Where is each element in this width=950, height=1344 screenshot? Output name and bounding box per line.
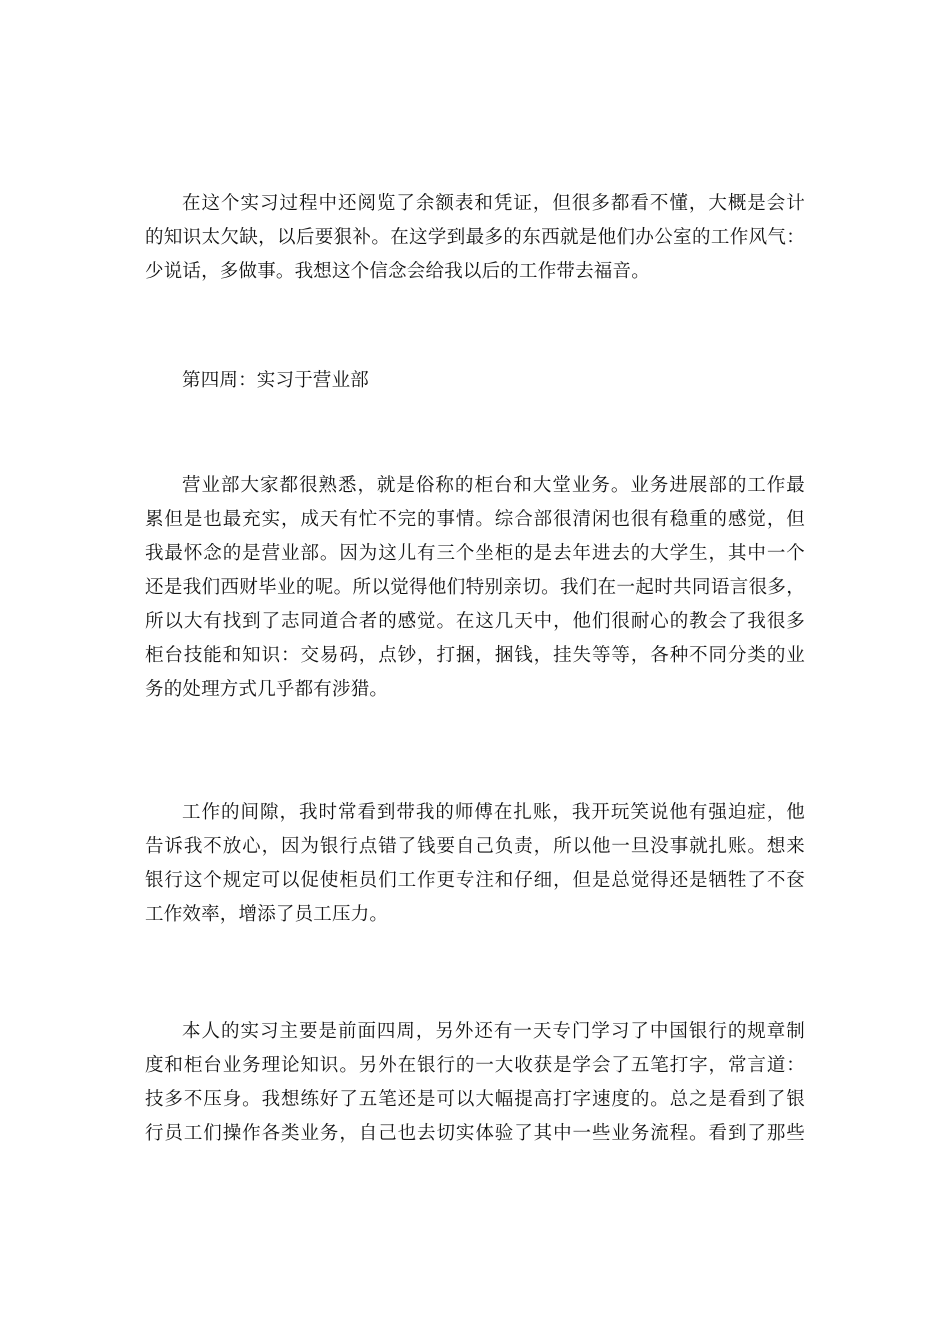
paragraph-accounting-reading	[145, 187, 805, 289]
text-line: 少说话，多做事。我想这个信念会给我以后的工作带去福音。	[145, 261, 650, 282]
section-heading-week-four	[145, 364, 805, 398]
text-line: 工作的间隙，我时常看到带我的师傅在扎账，我开玩笑说他有强迫症，他	[182, 802, 805, 823]
text-line: 在这个实习过程中还阅览了余额表和凭证，但很多都看不懂，大概是会计	[182, 193, 805, 214]
paragraph-work-break	[145, 796, 805, 932]
text-line: 工作效率，增添了员工压力。	[145, 904, 389, 925]
text-line: 告诉我不放心，因为银行点错了钱要自己负责，所以他一旦没事就扎账。想来	[145, 836, 805, 857]
text-line: 的知识太欠缺，以后要狠补。在这学到最多的东西就是他们办公室的工作风气：	[145, 227, 805, 248]
text-line: 行员工们操作各类业务，自己也去切实体验了其中一些业务流程。看到了那些	[145, 1123, 805, 1144]
text-line: 银行这个规定可以促使柜员们工作更专注和仔细，但是总觉得还是牺牲了不奁	[145, 870, 805, 891]
text-line: 技多不压身。我想练好了五笔还是可以大幅提高打字速度的。总之是看到了银	[145, 1089, 805, 1110]
text-line: 还是我们西财毕业的呢。所以觉得他们特别亲切。我们在一起时共同语言很多，	[145, 577, 805, 598]
text-line: 所以大有找到了志同道合者的感觉。在这几天中，他们很耐心的教会了我很多	[145, 611, 805, 632]
section-heading: 第四周：实习于营业部	[182, 370, 370, 391]
text-line: 务的处理方式几乎都有涉猎。	[145, 679, 389, 700]
paragraph-internship-summary	[145, 1015, 805, 1151]
text-line: 柜台技能和知识：交易码，点钞，打捆，捆钱，挂失等等，各种不同分类的业	[145, 645, 805, 666]
text-line: 累但是也最充实，成天有忙不完的事情。综合部很清闲也很有稳重的感觉，但	[145, 509, 805, 530]
text-line: 我最怀念的是营业部。因为这儿有三个坐柜的是去年进去的大学生，其中一个	[145, 543, 805, 564]
text-line: 营业部大家都很熟悉，就是俗称的柜台和大堂业务。业务进展部的工作最	[182, 475, 805, 496]
text-line: 度和柜台业务理论知识。另外在银行的一大收获是学会了五笔打字，常言道：	[145, 1055, 805, 1076]
paragraph-business-department	[145, 469, 805, 707]
text-line: 本人的实习主要是前面四周，另外还有一天专门学习了中国银行的规章制	[182, 1021, 805, 1042]
